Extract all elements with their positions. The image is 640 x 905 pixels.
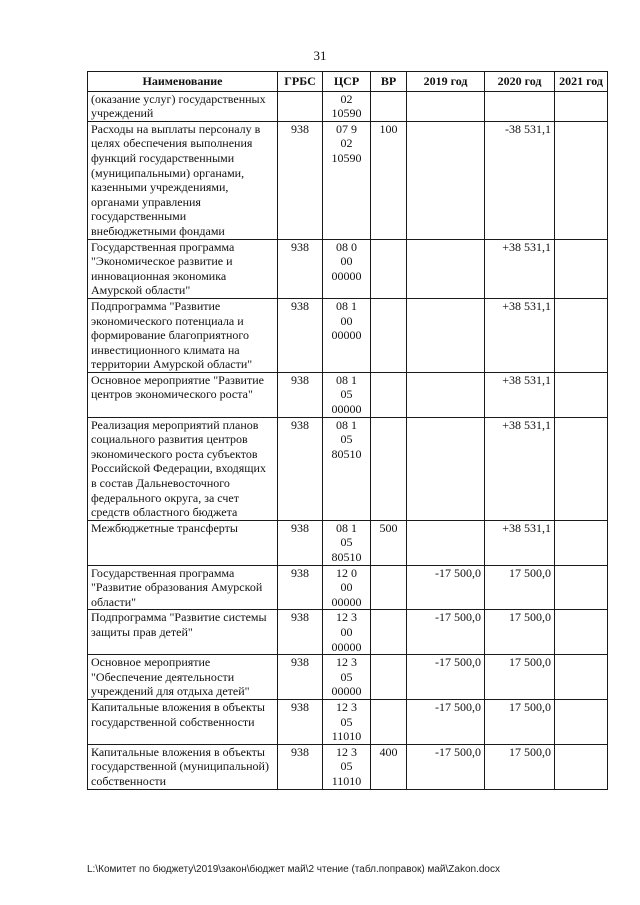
cell-2021 bbox=[555, 699, 608, 744]
cell-name: Расходы на выплаты персоналу в целях обеспечения выполнения функций государственными (муниципальными) органами, казенными учреждениями, органами управления государственными внебюджетными фондами bbox=[88, 121, 278, 239]
table-row bbox=[88, 699, 608, 744]
cell-2020: +38 531,1 bbox=[485, 372, 555, 417]
table-row bbox=[88, 565, 608, 610]
cell-name: Капитальные вложения в объекты государственной (муниципальной) собственности bbox=[88, 744, 278, 789]
csr-code-part: 12 3 bbox=[336, 655, 357, 670]
cell-name: Государственная программа "Развитие образования Амурской области" bbox=[88, 565, 278, 610]
cell-csr bbox=[323, 239, 371, 298]
table-body bbox=[88, 91, 608, 789]
table-row bbox=[88, 298, 608, 372]
cell-csr bbox=[323, 417, 371, 520]
csr-code-part: 05 bbox=[340, 387, 353, 402]
csr-code-part: 05 bbox=[340, 535, 353, 550]
cell-2021 bbox=[555, 298, 608, 372]
cell-vr: 500 bbox=[371, 520, 407, 565]
cell-2019: -17 500,0 bbox=[407, 610, 485, 655]
cell-grbs: 938 bbox=[278, 565, 323, 610]
csr-code-part: 12 0 bbox=[336, 565, 357, 580]
cell-csr bbox=[323, 520, 371, 565]
cell-grbs bbox=[278, 91, 323, 121]
csr-code-part: 08 1 bbox=[336, 298, 357, 313]
csr-code-part: 00 bbox=[340, 580, 353, 595]
csr-code-part: 00 bbox=[340, 624, 353, 639]
cell-grbs: 938 bbox=[278, 239, 323, 298]
cell-grbs: 938 bbox=[278, 417, 323, 520]
cell-2021 bbox=[555, 610, 608, 655]
table-row bbox=[88, 520, 608, 565]
cell-2020: 17 500,0 bbox=[485, 565, 555, 610]
cell-2020: 17 500,0 bbox=[485, 744, 555, 789]
cell-2019 bbox=[407, 298, 485, 372]
csr-code-part: 80510 bbox=[331, 446, 362, 461]
csr-code-part: 08 1 bbox=[336, 372, 357, 387]
csr-code-part: 80510 bbox=[331, 550, 362, 564]
csr-code-part: 00000 bbox=[331, 684, 362, 699]
cell-name: (оказание услуг) государственных учреждений bbox=[88, 91, 278, 121]
cell-2019 bbox=[407, 372, 485, 417]
cell-2020: +38 531,1 bbox=[485, 298, 555, 372]
cell-csr bbox=[323, 655, 371, 700]
header-2020: 2020 год bbox=[485, 72, 555, 92]
cell-vr: 400 bbox=[371, 744, 407, 789]
cell-grbs: 938 bbox=[278, 610, 323, 655]
csr-code-part: 12 3 bbox=[336, 610, 357, 625]
csr-code-part: 00 bbox=[340, 313, 353, 328]
cell-2020: 17 500,0 bbox=[485, 655, 555, 700]
cell-vr bbox=[371, 372, 407, 417]
cell-grbs: 938 bbox=[278, 744, 323, 789]
cell-2019 bbox=[407, 121, 485, 239]
csr-code-part: 05 bbox=[340, 669, 353, 684]
cell-name: Межбюджетные трансферты bbox=[88, 520, 278, 565]
cell-2020: +38 531,1 bbox=[485, 417, 555, 520]
table-row bbox=[88, 417, 608, 520]
cell-vr bbox=[371, 298, 407, 372]
cell-2020: 17 500,0 bbox=[485, 699, 555, 744]
csr-code-part: 11010 bbox=[331, 773, 362, 788]
cell-vr bbox=[371, 655, 407, 700]
csr-code-part: 05 bbox=[340, 759, 353, 774]
table-row bbox=[88, 121, 608, 239]
cell-2021 bbox=[555, 417, 608, 520]
table-row bbox=[88, 655, 608, 700]
cell-2020: +38 531,1 bbox=[485, 239, 555, 298]
cell-grbs: 938 bbox=[278, 372, 323, 417]
csr-code-part: 11010 bbox=[331, 729, 362, 744]
cell-2021 bbox=[555, 239, 608, 298]
cell-csr bbox=[323, 91, 371, 121]
csr-code-part: 02 bbox=[340, 91, 353, 106]
csr-code-part: 10590 bbox=[331, 106, 362, 121]
cell-grbs: 938 bbox=[278, 298, 323, 372]
cell-name: Подпрограмма "Развитие экономического потенциала и формирование благоприятного инвестиционного климата на территории Амурской области" bbox=[88, 298, 278, 372]
cell-csr bbox=[323, 699, 371, 744]
csr-code-part: 00000 bbox=[331, 268, 362, 283]
cell-2019 bbox=[407, 91, 485, 121]
table-row bbox=[88, 744, 608, 789]
cell-2021 bbox=[555, 121, 608, 239]
cell-2019 bbox=[407, 417, 485, 520]
csr-code-part: 05 bbox=[340, 432, 353, 447]
cell-2019 bbox=[407, 520, 485, 565]
cell-name: Государственная программа "Экономическое развитие и инновационная экономика Амурской области" bbox=[88, 239, 278, 298]
table-row bbox=[88, 239, 608, 298]
cell-grbs: 938 bbox=[278, 520, 323, 565]
cell-name: Подпрограмма "Развитие системы защиты прав детей" bbox=[88, 610, 278, 655]
cell-grbs: 938 bbox=[278, 121, 323, 239]
csr-code-part: 00000 bbox=[331, 594, 362, 609]
csr-code-part: 12 3 bbox=[336, 744, 357, 759]
csr-code-part: 10590 bbox=[331, 150, 362, 165]
cell-vr bbox=[371, 699, 407, 744]
cell-vr bbox=[371, 610, 407, 655]
csr-code-part: 08 0 bbox=[336, 239, 357, 254]
cell-csr bbox=[323, 121, 371, 239]
cell-2019: -17 500,0 bbox=[407, 655, 485, 700]
cell-name: Капитальные вложения в объекты государственной собственности bbox=[88, 699, 278, 744]
header-csr: ЦСР bbox=[323, 72, 371, 92]
budget-amendments-table bbox=[87, 71, 608, 790]
csr-code-part: 00000 bbox=[331, 639, 362, 654]
cell-csr bbox=[323, 298, 371, 372]
cell-csr bbox=[323, 744, 371, 789]
cell-2020: +38 531,1 bbox=[485, 520, 555, 565]
cell-name: Основное мероприятие "Развитие центров экономического роста" bbox=[88, 372, 278, 417]
cell-vr bbox=[371, 417, 407, 520]
document-file-path: L:\Комитет по бюджету\2019\закон\бюджет май\2 чтение (табл.поправок) май\Zakon.docx bbox=[87, 864, 500, 875]
csr-code-part: 02 bbox=[340, 136, 353, 151]
cell-2021 bbox=[555, 372, 608, 417]
cell-csr bbox=[323, 610, 371, 655]
csr-code-part: 00000 bbox=[331, 402, 362, 417]
table-row bbox=[88, 91, 608, 121]
cell-2020 bbox=[485, 91, 555, 121]
cell-grbs: 938 bbox=[278, 699, 323, 744]
header-name: Наименование bbox=[88, 72, 278, 92]
table-row bbox=[88, 372, 608, 417]
csr-code-part: 00000 bbox=[331, 328, 362, 343]
cell-2019: -17 500,0 bbox=[407, 744, 485, 789]
csr-code-part: 08 1 bbox=[336, 520, 357, 535]
cell-csr bbox=[323, 565, 371, 610]
cell-vr bbox=[371, 565, 407, 610]
page-number: 31 bbox=[313, 48, 327, 63]
cell-2019 bbox=[407, 239, 485, 298]
cell-name: Реализация мероприятий планов социального развития центров экономического роста субъектов Российской Федерации, входящих в состав Дальневосточного федерального округа, за счет средств областного бюджета bbox=[88, 417, 278, 520]
header-grbs: ГРБС bbox=[278, 72, 323, 92]
csr-code-part: 05 bbox=[340, 714, 353, 729]
cell-2019: -17 500,0 bbox=[407, 699, 485, 744]
cell-2020: 17 500,0 bbox=[485, 610, 555, 655]
cell-vr: 100 bbox=[371, 121, 407, 239]
cell-2021 bbox=[555, 655, 608, 700]
header-vr: ВР bbox=[371, 72, 407, 92]
cell-name: Основное мероприятие "Обеспечение деятельности учреждений для отдыха детей" bbox=[88, 655, 278, 700]
table-row bbox=[88, 610, 608, 655]
cell-2019: -17 500,0 bbox=[407, 565, 485, 610]
cell-vr bbox=[371, 239, 407, 298]
header-2019: 2019 год bbox=[407, 72, 485, 92]
table-header-row bbox=[88, 72, 608, 92]
cell-2020: -38 531,1 bbox=[485, 121, 555, 239]
cell-grbs: 938 bbox=[278, 655, 323, 700]
cell-vr bbox=[371, 91, 407, 121]
cell-csr bbox=[323, 372, 371, 417]
cell-2021 bbox=[555, 744, 608, 789]
header-2021: 2021 год bbox=[555, 72, 608, 92]
csr-code-part: 12 3 bbox=[336, 699, 357, 714]
cell-2021 bbox=[555, 565, 608, 610]
csr-code-part: 07 9 bbox=[336, 121, 357, 136]
cell-2021 bbox=[555, 91, 608, 121]
csr-code-part: 00 bbox=[340, 254, 353, 269]
cell-2021 bbox=[555, 520, 608, 565]
csr-code-part: 08 1 bbox=[336, 417, 357, 432]
